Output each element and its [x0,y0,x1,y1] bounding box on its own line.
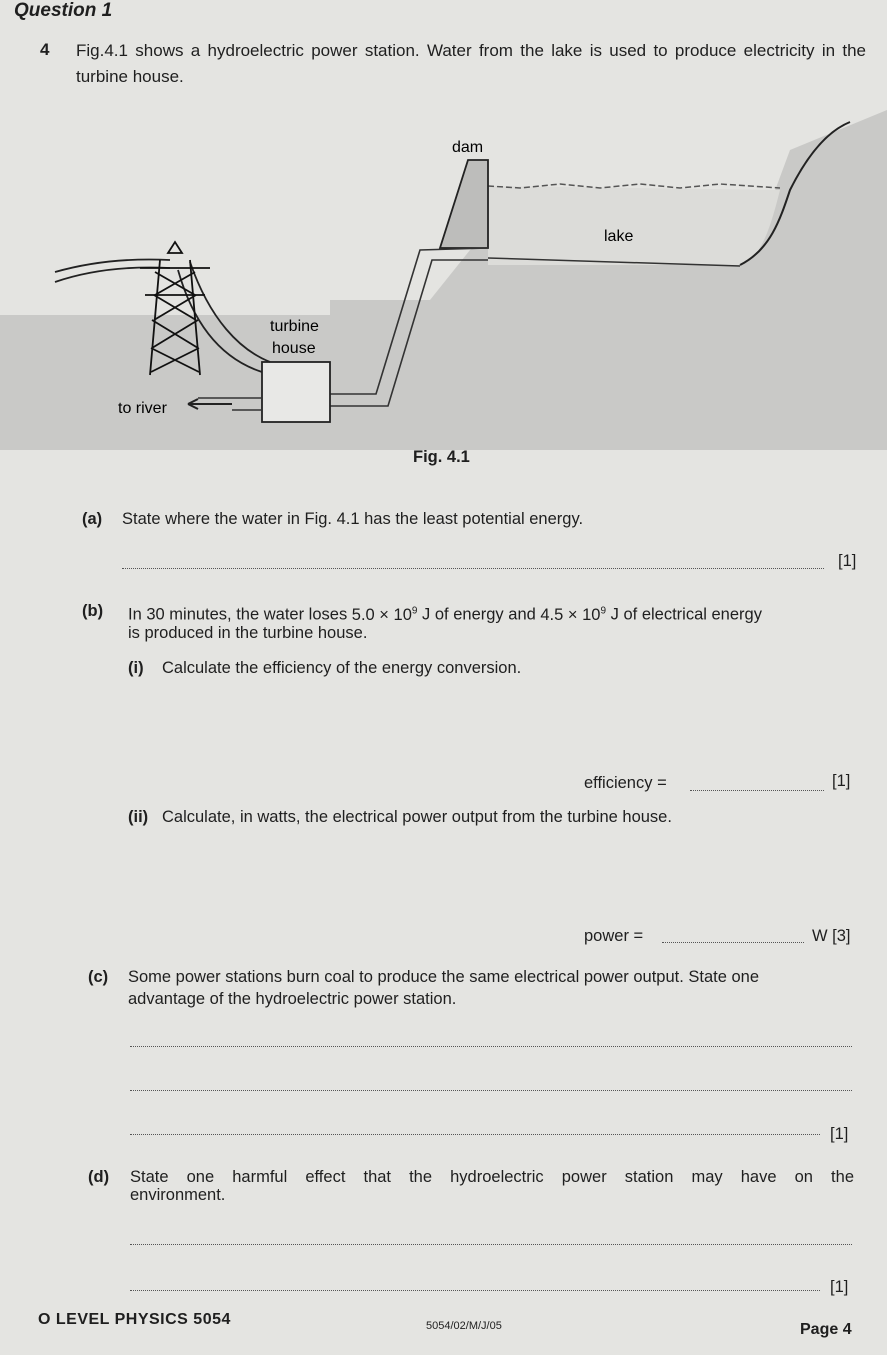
power-answer-line[interactable] [662,942,804,943]
energy-electrical-value: $4.5 \times 10^9$ [540,605,607,624]
part-a-label: (a) [82,510,103,528]
part-bii-label: (ii) [128,808,149,826]
answer-line-d1[interactable] [130,1244,852,1245]
hydroelectric-diagram [0,110,887,450]
power-unit: W [3] [812,927,851,945]
answer-line-d2[interactable] [130,1290,820,1291]
dam-label: dam [452,139,484,156]
answer-line-a[interactable] [122,568,824,569]
answer-line-c3[interactable] [130,1134,820,1135]
lake-label: lake [604,228,634,245]
lake-water [488,186,780,265]
part-c-mark: [1] [830,1125,849,1143]
part-d-line2: environment. [130,1186,226,1204]
part-b-line1: In 30 minutes, the water loses $5.0 \times 10^9$ J of energy and $4.5 \times 10^9$ J of electrical energy [128,605,762,624]
answer-line-c2[interactable] [130,1090,852,1091]
part-bi-mark: [1] [832,772,851,790]
power-label: power = [584,927,644,945]
footer-subject: O LEVEL PHYSICS 5054 [38,1311,231,1328]
power-line-lower [55,268,170,282]
part-bi-label: (i) [128,659,144,677]
question-number: 4 [40,40,50,59]
figure-caption: Fig. 4.1 [413,448,470,466]
footer-code: 5054/02/M/J/05 [426,1320,502,1332]
question-title: Question 1 [14,0,113,21]
part-b-label: (b) [82,602,104,620]
turbine-house [262,362,330,422]
hillside [0,110,887,450]
part-c-line1: Some power stations burn coal to produce the same electrical power output. State one [128,968,760,986]
efficiency-label: efficiency = [584,774,667,792]
part-b-line2: is produced in the turbine house. [128,624,368,642]
dam [440,160,488,248]
energy-lost-value: $5.0 \times 10^9$ [351,605,418,624]
part-d-line1: State one harmful effect that the hydroelectric power station may have on the [130,1168,854,1186]
part-bi-text: Calculate the efficiency of the energy conversion. [162,659,522,677]
to-river-label: to river [118,400,167,417]
part-d-mark: [1] [830,1278,849,1296]
part-c-line2: advantage of the hydroelectric power station. [128,990,457,1008]
part-bii-mark: [3] [832,927,851,945]
page-number: Page 4 [800,1321,852,1338]
house-label: house [272,340,316,357]
question-intro: Fig.4.1 shows a hydroelectric power station. Water from the lake is used to produce electricity in the turbine house. [76,41,866,86]
part-a-text: State where the water in Fig. 4.1 has the least potential energy. [122,510,584,528]
efficiency-answer-line[interactable] [690,790,824,791]
part-bii-text: Calculate, in watts, the electrical power output from the turbine house. [162,808,672,826]
part-d-label: (d) [88,1168,110,1186]
part-a-mark: [1] [838,552,857,570]
turbine-label: turbine [270,318,319,335]
part-c-label: (c) [88,968,109,986]
answer-line-c1[interactable] [130,1046,852,1047]
